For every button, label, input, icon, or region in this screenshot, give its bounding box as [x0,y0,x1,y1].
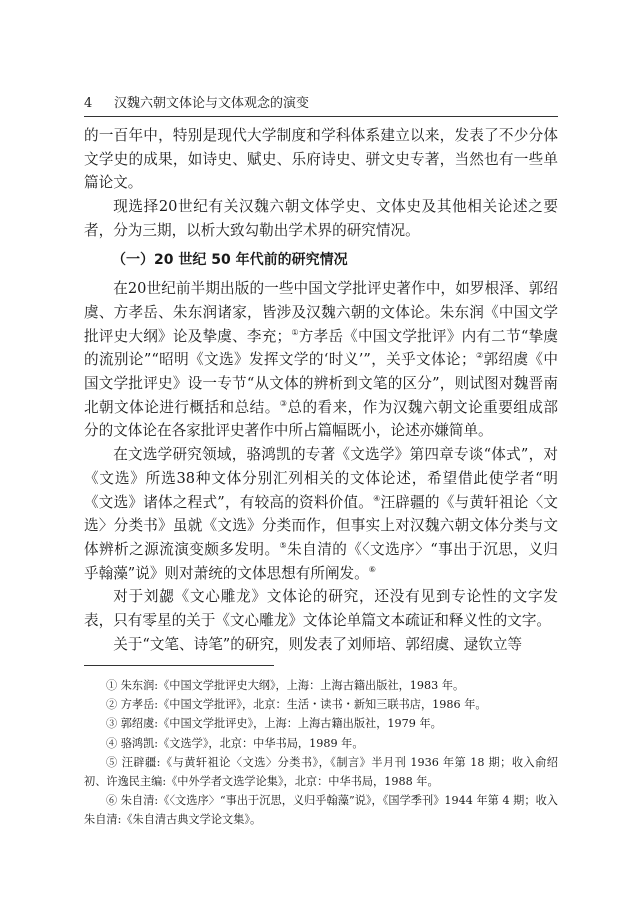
footnote-5: ⑤ 汪辟疆:《与黄轩祖论〈文选〉分类书》，《制言》半月刊 1936 年第 18 期；收入俞绍初、许逸民主编:《中外学者文选学论集》，北京：中华书局，1988 年。 [84,755,558,789]
paragraph-continued: 的一百年中，特别是现代大学制度和学科体系建立以来，发表了不少分体文学史的成果，如诗史、赋史、乐府诗史、骈文史专著，当然也有一些单篇论文。 [84,127,558,192]
running-header [84,94,554,114]
footnote-rule [84,665,274,666]
footnote-marker-5: ⑤ [279,541,288,551]
footnote-marker-2: ② [475,351,484,361]
paragraph-wenbi: 关于“文笔、诗笔”的研究，则发表了刘师培、郭绍虞、逯钦立等 [113,635,523,653]
paragraph-wenxin-diaolong: 对于刘勰《文心雕龙》文体论的研究，还没有见到专论性的文字发表，只有零星的关于《文心雕龙》文体论单篇文本疏证和释义性的文字。 [84,588,558,630]
body-text [84,124,558,656]
header-rule [84,116,558,117]
paragraph-wenxuan-studies: 在文选学研究领域，骆鸿凯的专著《文选学》第四章专谈“体式”，对《文选》所选38种文体分别汇列相关的文体论述，希望借此使学者“明《文选》诸体之程式”，有较高的资料价值。④汪辟疆的《与黄轩祖论〈文选〉分类书》虽就《文选》分类而作，但事实上对汉魏六朝文体分类与文体辨析之源流演变颇多发明。⑤朱自清的《〈文选序〉“事出于沉思，义归乎翰藻”说》则对萧统的文体思想有所阐发。⑥ [84,446,558,582]
page-number: 4 [84,96,93,111]
footnote-2: ② 方孝岳:《中国文学批评》，北京：生活・读书・新知三联书店，1986 年。 [106,698,487,712]
footnotes [84,676,558,830]
section-heading: （一）20 世纪 50 年代前的研究情况 [112,251,348,268]
paragraph-scope: 现选择20世纪有关汉魏六朝文体学史、文体史及其他相关论述之要者，分为三期，以析大致勾勒出学术界的研究情况。 [84,198,558,239]
footnote-marker-6: ⑥ [368,564,376,574]
footnote-marker-3: ③ [279,398,288,408]
footnote-marker-4: ④ [373,493,381,503]
footnote-marker-1: ① [291,327,299,337]
footnote-1: ① 朱东润:《中国文学批评史大纲》，上海：上海古籍出版社，1983 年。 [106,679,465,692]
running-title: 汉魏六朝文体论与文体观念的演变 [114,96,310,111]
paragraph-criticism-histories: 在20世纪前半期出版的一些中国文学批评史著作中，如罗根泽、郭绍虞、方孝岳、朱东润诸家，皆涉及汉魏六朝的文体论。朱东润《中国文学批评史大纲》论及挚虞、李充；①方孝岳《中国文学批评》内有二节“挚虞的流别论”“昭明《文选》发挥文学的‘时义’”，关乎文体论；②郭绍虞《中国文学批评史》设一专节“从文体的辨析到文笔的区分”，则试图对魏晋南北朝文体论进行概括和总结。③总的看来，作为汉魏六朝文论重要组成部分的文体论在各家批评史著作中所占篇幅既小，论述亦嫌简单。 [84,280,558,440]
footnote-4: ④ 骆鸿凯:《文选学》，北京：中华书局，1989 年。 [106,736,364,750]
footnote-6: ⑥ 朱自清:《〈文选序〉“事出于沉思，义归乎翰藻”说》，《国学季刊》1944 年第 4 期；收入朱自清:《朱自清古典文学论文集》。 [84,794,558,827]
footnote-3: ③ 郭绍虞:《中国文学批评史》，上海：上海古籍出版社，1979 年。 [106,717,442,731]
